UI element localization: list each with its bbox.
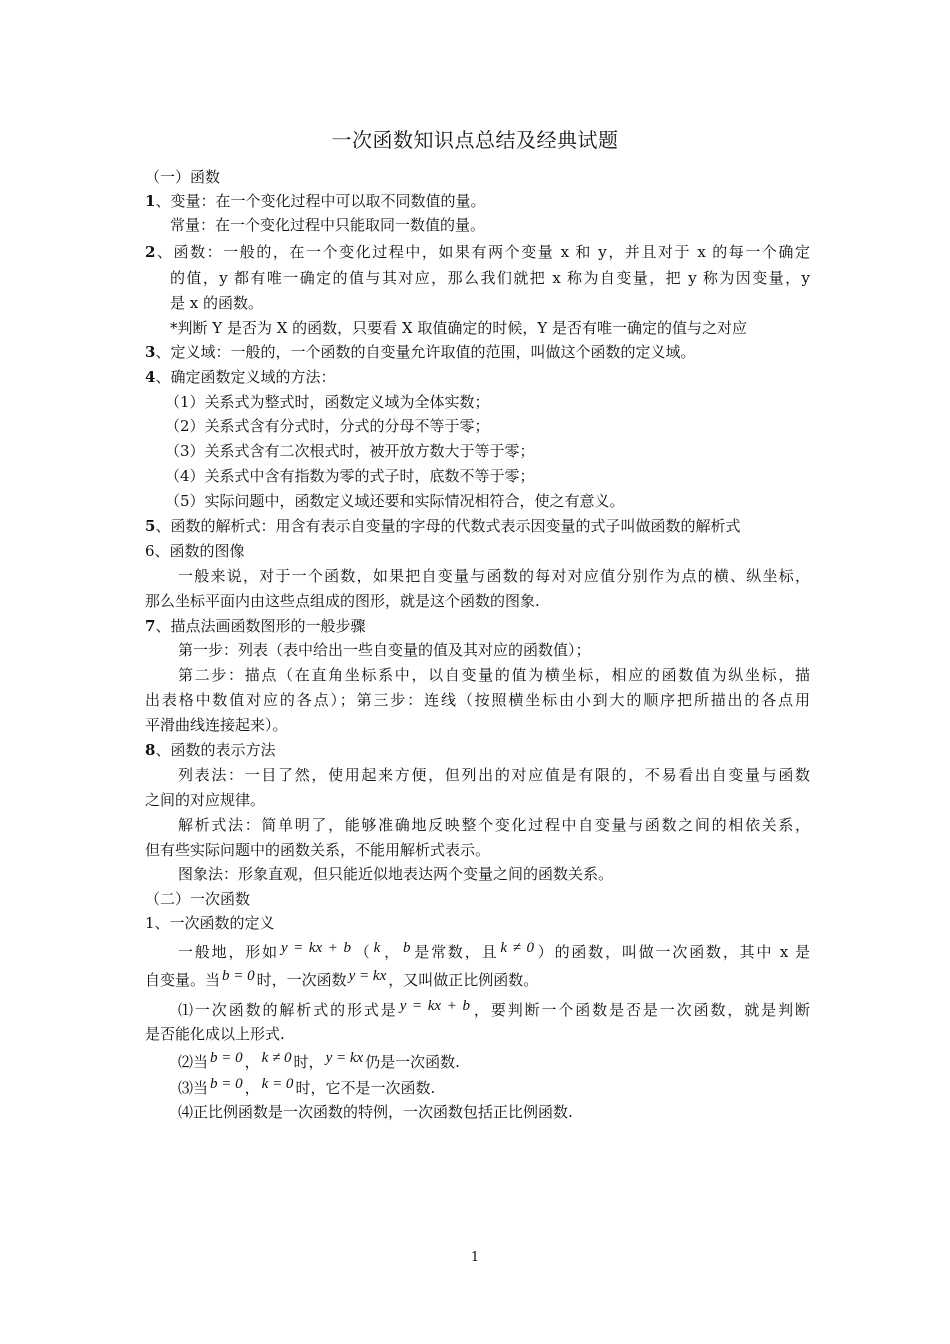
graph-method: 图象法：形象直观，但只能近似地表达两个变量之间的函数关系。 [178, 865, 614, 883]
linear-definition-line1: 一般地，形如 y = kx + b （ k ， b 是常数，且 k ≠ 0 ）的函数，叫做一次函数，其中 x 是 [178, 940, 810, 961]
table-method-line1: 列表法：一目了然，使用起来方便，但列出的对应值是有限的，不易看出自变量与函数 [178, 766, 810, 784]
judgement-note: *判断 Y 是否为 X 的函数，只要看 X 取值确定的时候，Y 是否有唯一确定的值与之对应 [170, 319, 748, 337]
item-6-graph: 6、函数的图像 [145, 542, 245, 560]
item-7-plotting-steps: 7、描点法画函数图形的一般步骤 [145, 617, 366, 635]
item-3-domain: 3、定义域：一般的，一个函数的自变量允许取值的范围，叫做这个函数的定义域。 [145, 343, 696, 361]
domain-method-3: （3）关系式含有二次根式时，被开放方数大于等于零； [165, 442, 535, 460]
section-heading-linear-functions: （二）一次函数 [145, 890, 251, 908]
item-2-function-line3: 是 x 的函数。 [170, 294, 263, 312]
section-heading-functions: （一）函数 [145, 168, 221, 186]
note-4: ⑷正比例函数是一次函数的特例，一次函数包括正比例函数. [178, 1103, 573, 1121]
step-2-line1: 第二步：描点（在直角坐标系中，以自变量的值为横坐标，相应的函数值为纵坐标，描 [178, 666, 810, 684]
item-4-domain-methods: 4、确定函数定义域的方法： [145, 368, 336, 386]
item-2-function-line1: 2、函数：一般的，在一个变化过程中，如果有两个变量 x 和 y，并且对于 x 的每一个确定 [145, 243, 810, 261]
constant-definition: 常量：在一个变化过程中只能取同一数值的量。 [170, 216, 486, 234]
step-2-line3: 平滑曲线连接起来）。 [145, 716, 288, 734]
linear-definition-line2: 自变量。当 b = 0 时，一次函数 y = kx ，又叫做正比例函数。 [145, 968, 539, 989]
step-1: 第一步：列表（表中给出一些自变量的值及其对应的函数值）； [178, 641, 591, 659]
item-8-representation: 8、函数的表示方法 [145, 741, 276, 759]
domain-method-2: （2）关系式含有分式时，分式的分母不等于零； [165, 417, 490, 435]
note-1-line2: 是否能化成以上形式. [145, 1025, 285, 1043]
graph-paragraph-line2: 那么坐标平面内由这些点组成的图形，就是这个函数的图象. [145, 592, 540, 610]
step-2-line2: 出表格中数值对应的各点）；第三步：连线（按照横坐标由小到大的顺序把所描出的各点用 [145, 691, 810, 709]
domain-method-5: （5）实际问题中，函数定义域还要和实际情况相符合，使之有意义。 [165, 492, 625, 510]
document-title: 一次函数知识点总结及经典试题 [331, 128, 619, 152]
domain-method-4: （4）关系式中含有指数为零的式子时，底数不等于零； [165, 467, 535, 485]
formula-method-line1: 解析式法：简单明了，能够准确地反映整个变化过程中自变量与函数之间的相依关系， [178, 816, 810, 834]
note-1-line1: ⑴一次函数的解析式的形式是 y = kx + b ，要判断一个函数是否是一次函数，就是判断 [178, 998, 810, 1019]
item-2-function-line2: 的值，y 都有唯一确定的值与其对应，那么我们就把 x 称为自变量，把 y 称为因变量，y [170, 269, 810, 287]
linear-function-definition-heading: 1、一次函数的定义 [145, 914, 275, 932]
formula-method-line2: 但有些实际问题中的函数关系，不能用解析式表示。 [145, 841, 491, 859]
note-3: ⑶当 b = 0 ， k = 0 时，它不是一次函数. [178, 1076, 436, 1097]
item-5-expression: 5、函数的解析式：用含有表示自变量的字母的代数式表示因变量的式子叫做函数的解析式 [145, 517, 741, 535]
graph-paragraph-line1: 一般来说，对于一个函数，如果把自变量与函数的每对对应值分别作为点的横、纵坐标， [178, 567, 810, 585]
page-number: 1 [470, 1250, 480, 1265]
item-1-variable: 1、变量：在一个变化过程中可以取不同数值的量。 [145, 192, 486, 210]
table-method-line2: 之间的对应规律。 [145, 791, 266, 809]
domain-method-1: （1）关系式为整式时，函数定义域为全体实数； [165, 393, 490, 411]
note-2: ⑵当 b = 0 ， k ≠ 0 时， y = kx 仍是一次函数. [178, 1050, 460, 1071]
